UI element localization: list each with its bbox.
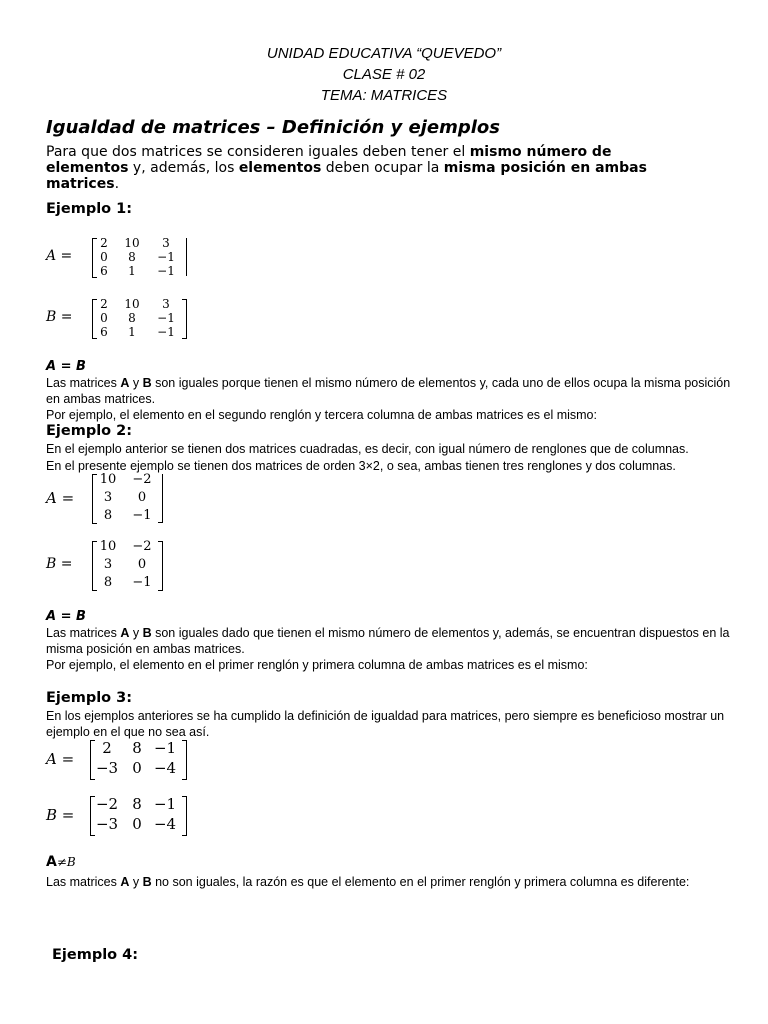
example-3-result: A≠B (46, 854, 76, 870)
example-3-matrix-b: B = −2 8 −1 −3 0 −4 (46, 795, 196, 837)
example-1-explanation: Las matrices A y B son iguales porque tienen el mismo número de elementos y, cada uno de ellos ocupa la misma posición en ambas matrices. (46, 376, 731, 406)
example-2-matrix-a: A = 10 −2 3 0 8 −1 (46, 472, 176, 526)
example-1-result: A = B (46, 359, 86, 374)
example-2-result: A = B (46, 609, 86, 624)
example-4-title: Ejemplo 4: (52, 947, 139, 963)
intro-paragraph: Para que dos matrices se consideren iguales deben tener el mismo número de elementos y, además, los elementos deben ocupar la misma posición en ambas matrices. (46, 144, 647, 192)
example-3-title: Ejemplo 3: (46, 690, 133, 706)
example-3-explanation: Las matrices A y B no son iguales, la razón es que el elemento en el primer renglón y primera columna es diferente: (46, 875, 690, 889)
example-2-explanation: Las matrices A y B son iguales dado que tienen el mismo número de elementos y, además, se encuentran dispuestos en la misma posición en ambas matrices. (46, 626, 730, 656)
example-1-note: Por ejemplo, el elemento en el segundo renglón y tercera columna de ambas matrices es el mismo: (46, 408, 597, 422)
example-1-title: Ejemplo 1: (46, 201, 133, 217)
example-1-matrix-a: A = 2 10 3 0 8 −1 6 1 −1 (46, 234, 196, 280)
school-name: UNIDAD EDUCATIVA “QUEVEDO” (266, 45, 502, 62)
page-title: Igualdad de matrices – Definición y ejemplos (46, 117, 500, 138)
example-2-text-b: En el presente ejemplo se tienen dos matrices de orden 3×2, o sea, ambas tienen tres renglones y dos columnas. (46, 459, 676, 473)
example-2-note: Por ejemplo, el elemento en el primer renglón y primera columna de ambas matrices es el mismo: (46, 658, 588, 672)
example-1-matrix-b: B = 2 10 3 0 8 −1 6 1 −1 (46, 295, 196, 341)
example-3-text: En los ejemplos anteriores se ha cumplido la definición de igualdad para matrices, pero siempre es beneficioso mostrar un ejemplo en el que no sea así. (46, 709, 725, 739)
class-number: CLASE # 02 (342, 66, 426, 83)
example-3-matrix-a: A = 2 8 −1 −3 0 −4 (46, 739, 196, 781)
example-2-matrix-b: B = 10 −2 3 0 8 −1 (46, 539, 176, 593)
example-2-text-a: En el ejemplo anterior se tienen dos matrices cuadradas, es decir, con igual número de renglones que de columnas. (46, 442, 689, 456)
example-2-title: Ejemplo 2: (46, 423, 133, 439)
topic: TEMA: MATRICES (320, 87, 448, 104)
